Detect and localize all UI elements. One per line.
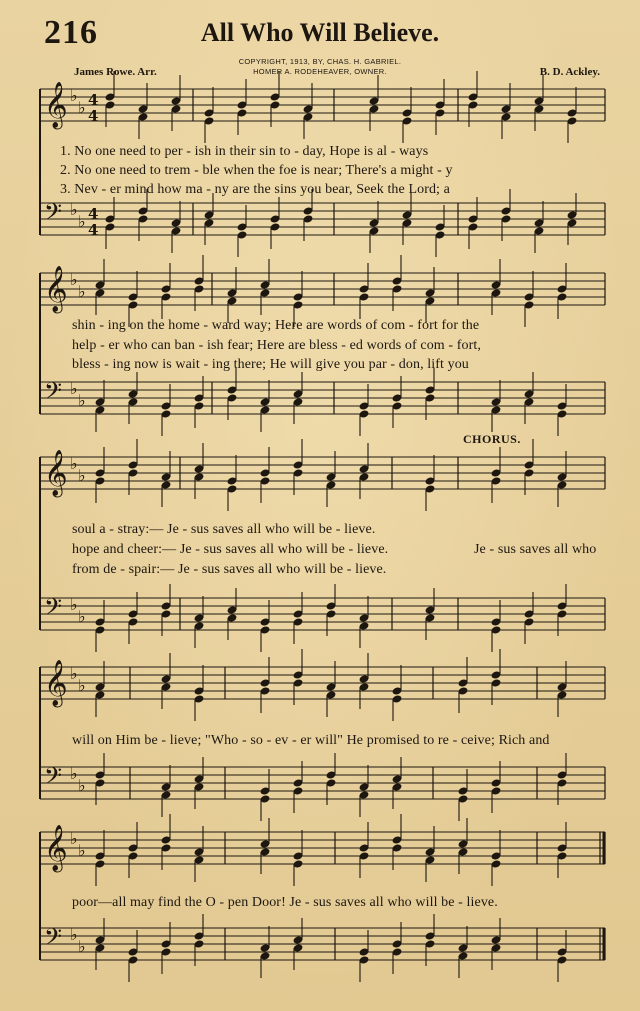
- svg-text:4: 4: [88, 107, 99, 125]
- svg-text:♭: ♭: [78, 676, 86, 695]
- chorus-label: CHORUS.: [463, 432, 521, 446]
- lyric-s2-verse3: bless - ing now is wait - ing there; He will give you par - don, lift you: [72, 357, 469, 372]
- svg-text:♭: ♭: [78, 98, 86, 117]
- svg-text:♭: ♭: [70, 925, 78, 944]
- svg-text:♭: ♭: [78, 607, 86, 626]
- svg-text:♭: ♭: [70, 270, 78, 289]
- lyric-s3-verse3: from de - spair:— Je - sus saves all who will be - lieve.: [72, 562, 387, 577]
- lyric-s2-verse1: shin - ing on the home - ward way; Here are words of com - fort for the: [72, 318, 480, 333]
- svg-text:♭: ♭: [78, 937, 86, 956]
- svg-text:♭: ♭: [78, 466, 86, 485]
- lyricist-credit: James Rowe. Arr.: [74, 66, 157, 78]
- lyric-s1-verse2: 2. No one need to trem - ble when the foe is near; There's a might - y: [60, 163, 453, 178]
- svg-text:𝄞: 𝄞: [44, 81, 68, 128]
- svg-text:♭: ♭: [78, 841, 86, 860]
- svg-text:𝄞: 𝄞: [44, 824, 68, 871]
- svg-text:♭: ♭: [78, 212, 86, 231]
- svg-text:𝄢: 𝄢: [44, 922, 63, 956]
- svg-text:𝄢: 𝄢: [44, 376, 63, 410]
- hymn-number: 216: [44, 14, 98, 51]
- lyric-s2-verse2: help - er who can ban - ish fear; Here are bless - ed words of com - fort,: [72, 338, 481, 353]
- svg-text:♭: ♭: [70, 764, 78, 783]
- lyric-s1-verse3: 3. Nev - er mind how ma - ny are the sins you bear, Seek the Lord; a: [60, 182, 450, 197]
- lyric-s3-verse2: hope and cheer:— Je - sus saves all who will be - lieve.: [72, 542, 389, 557]
- svg-text:♭: ♭: [70, 86, 78, 105]
- hymn-title: All Who Will Believe.: [200, 18, 440, 47]
- lyric-s3-chorus: Je - sus saves all who: [474, 542, 597, 557]
- svg-text:♭: ♭: [70, 829, 78, 848]
- svg-text:𝄢: 𝄢: [44, 761, 63, 795]
- svg-text:𝄞: 𝄞: [44, 449, 68, 496]
- svg-text:𝄢: 𝄢: [44, 592, 63, 626]
- copyright-line-1: COPYRIGHT, 1913, BY, CHAS. H. GABRIEL.: [238, 57, 402, 66]
- svg-text:4: 4: [88, 205, 99, 223]
- svg-text:4: 4: [88, 221, 99, 239]
- lyric-s4: will on Him be - lieve; "Who - so - ev - er will" He promised to re - ceive; Rich and: [72, 733, 550, 748]
- svg-text:♭: ♭: [78, 282, 86, 301]
- svg-text:𝄞: 𝄞: [44, 265, 68, 312]
- svg-text:♭: ♭: [78, 391, 86, 410]
- svg-text:♭: ♭: [70, 200, 78, 219]
- svg-text:𝄢: 𝄢: [44, 197, 63, 231]
- svg-text:♭: ♭: [70, 379, 78, 398]
- lyric-s5: poor—all may find the O - pen Door! Je - sus saves all who will be - lieve.: [72, 895, 498, 910]
- copyright-line-2: HOMER A. RODEHEAVER, OWNER.: [253, 67, 387, 76]
- svg-text:♭: ♭: [70, 664, 78, 683]
- svg-text:♭: ♭: [70, 454, 78, 473]
- composer-credit: B. D. Ackley.: [539, 66, 600, 78]
- svg-text:♭: ♭: [78, 776, 86, 795]
- svg-text:♭: ♭: [70, 595, 78, 614]
- lyric-s1-verse1: 1. No one need to per - ish in their sin to - day, Hope is al - ways: [60, 144, 429, 159]
- svg-text:4: 4: [88, 91, 99, 109]
- svg-text:𝄞: 𝄞: [44, 659, 68, 706]
- lyric-s3-verse1: soul a - stray:— Je - sus saves all who will be - lieve.: [72, 522, 376, 537]
